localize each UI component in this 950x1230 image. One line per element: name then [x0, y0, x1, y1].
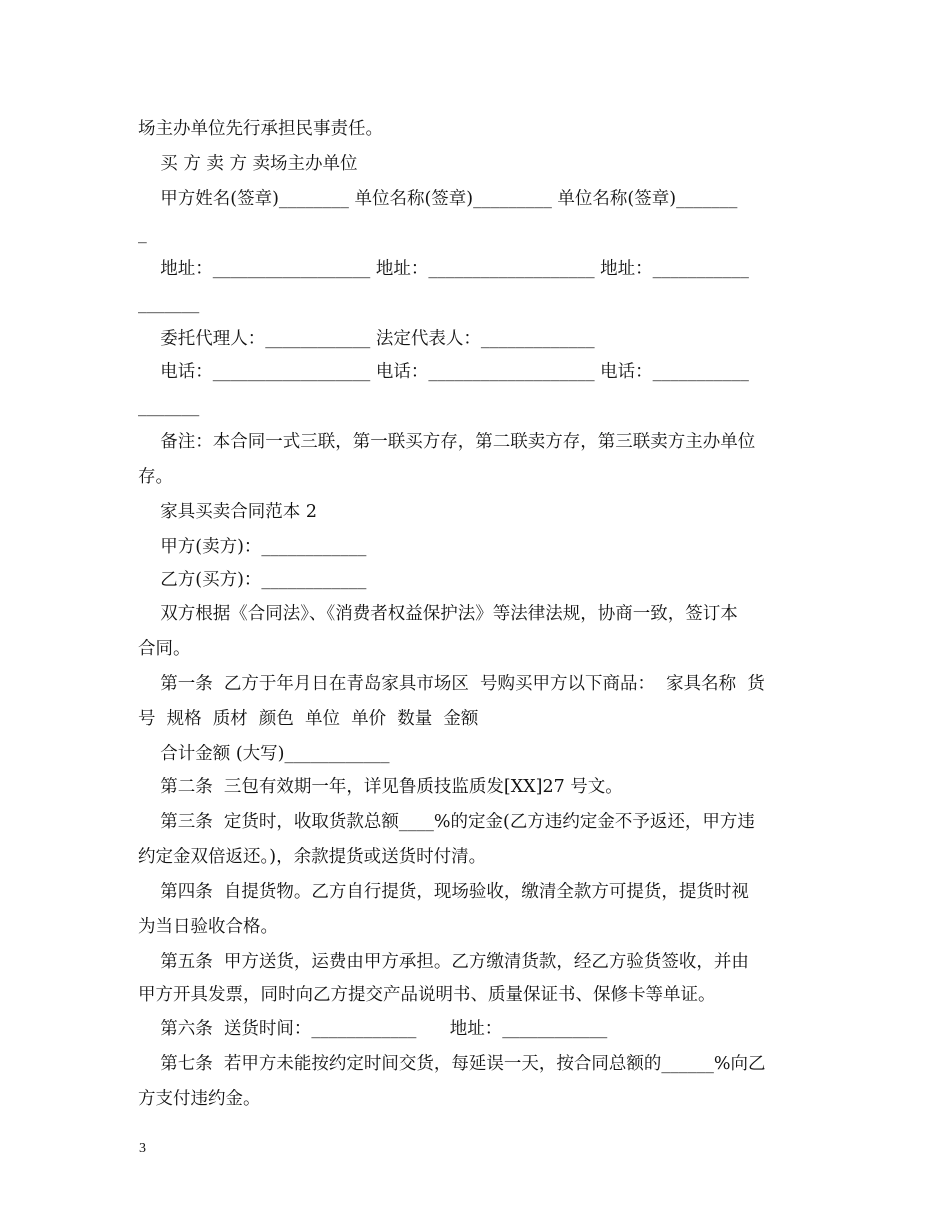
- text-line-19: 合计金额 (大写)____________: [138, 744, 390, 764]
- text-line-12: 家具买卖合同范本 2: [138, 502, 317, 522]
- text-line-27: 第六条 送货时间：____________ 地址：____________: [138, 1019, 608, 1039]
- text-line-13: 甲方(卖方)：____________: [138, 537, 367, 557]
- text-line-7: 委托代理人：____________ 法定代表人：_____________: [138, 329, 595, 349]
- text-line-2: 买 方 卖 方 卖场主办单位: [138, 154, 358, 174]
- text-line-28: 第七条 若甲方未能按约定时间交货，每延误一天，按合同总额的______%向乙: [138, 1054, 766, 1074]
- text-line-1: 场主办单位先行承担民事责任。: [138, 119, 383, 139]
- text-line-14: 乙方(买方)：____________: [138, 570, 367, 590]
- text-line-20: 第二条 三包有效期一年，详见鲁质技监质发[XX]27 号文。: [138, 777, 623, 797]
- text-line-5: 地址：__________________ 地址：___________________ 地址：___________: [138, 259, 749, 279]
- text-line-24: 为当日验收合格。: [138, 917, 278, 937]
- text-line-9: _______: [138, 397, 200, 417]
- text-line-17: 第一条 乙方于年月日在青岛家具市场区 号购买甲方以下商品： 家具名称 货: [138, 674, 765, 694]
- text-line-10: 备注：本合同一式三联，第一联买方存，第二联卖方存，第三联卖方主办单位: [138, 432, 756, 452]
- text-line-11: 存。: [138, 467, 173, 487]
- text-line-4: _: [138, 224, 147, 244]
- text-line-29: 方支付违约金。: [138, 1089, 261, 1109]
- text-line-6: _______: [138, 294, 200, 314]
- text-line-22: 约定金双倍返还。)，余款提货或送货时付清。: [138, 847, 487, 867]
- text-line-15: 双方根据《合同法》、《消费者权益保护法》等法律法规，协商一致，签订本: [138, 604, 738, 624]
- text-line-23: 第四条 自提货物。乙方自行提货，现场验收，缴清全款方可提货，提货时视: [138, 882, 749, 902]
- text-line-21: 第三条 定货时，收取货款总额____%的定金(乙方违约定金不予返还，甲方违: [138, 812, 755, 832]
- text-line-16: 合同。: [138, 639, 191, 659]
- page-number: 3: [139, 1141, 146, 1156]
- text-line-8: 电话：__________________ 电话：___________________ 电话：___________: [138, 362, 749, 382]
- text-line-18: 号 规格 质材 颜色 单位 单价 数量 金额: [138, 709, 479, 729]
- text-line-25: 第五条 甲方送货，运费由甲方承担。乙方缴清货款，经乙方验货签收，并由: [138, 952, 749, 972]
- text-line-3: 甲方姓名(签章)________ 单位名称(签章)_________ 单位名称(签章)_______: [138, 189, 738, 209]
- text-line-26: 甲方开具发票，同时向乙方提交产品说明书、质量保证书、保修卡等单证。: [138, 985, 716, 1005]
